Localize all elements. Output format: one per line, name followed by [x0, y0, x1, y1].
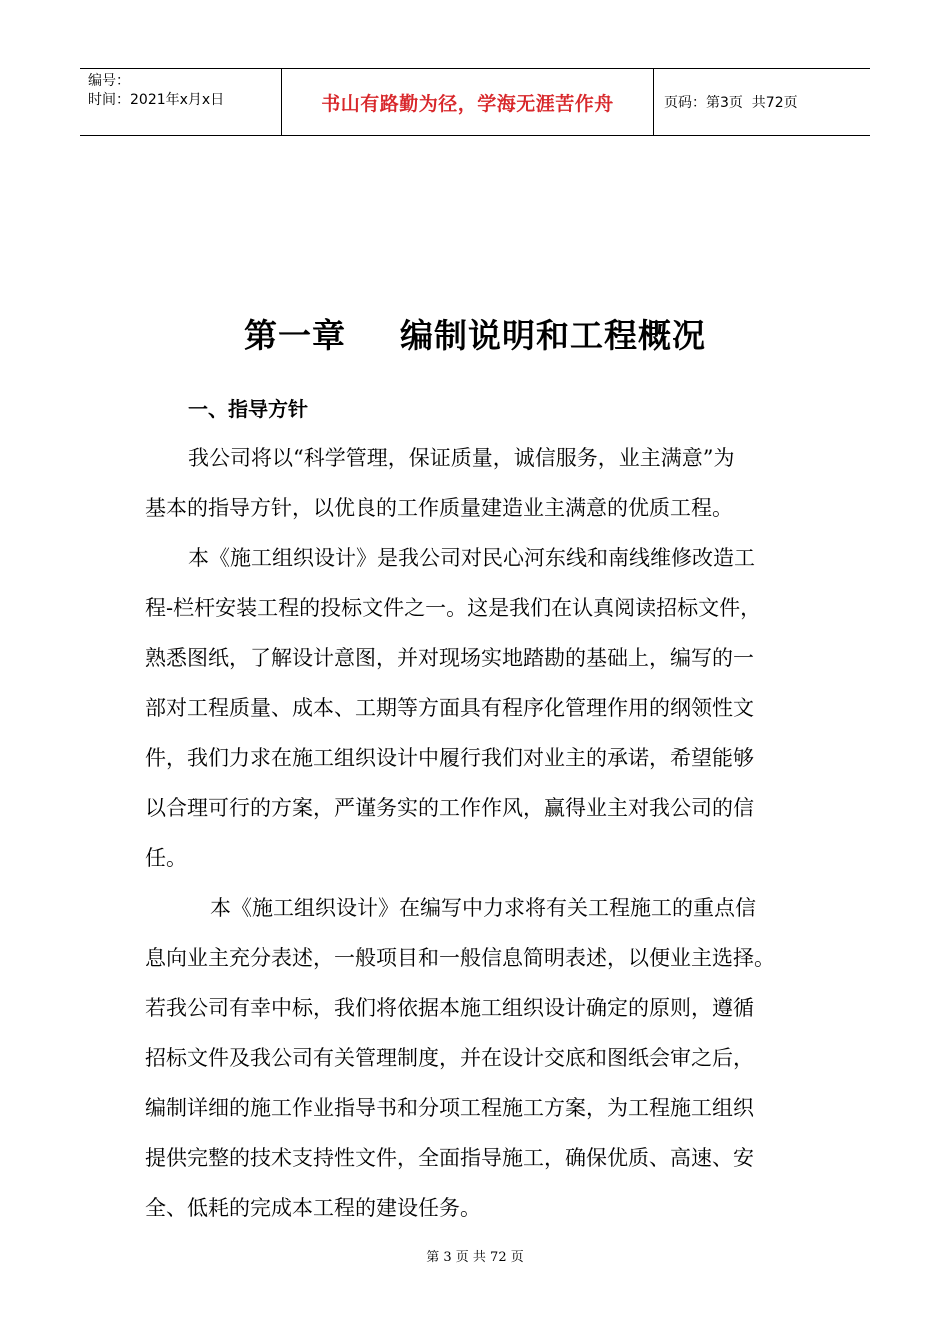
paragraph-2-line: 部对工程质量、成本、工期等方面具有程序化管理作用的纲领性文: [145, 696, 754, 720]
paragraph-3-line: 招标文件及我公司有关管理制度，并在设计交底和图纸会审之后，: [145, 1046, 754, 1070]
paragraph-1-line: 基本的指导方针，以优良的工作质量建造业主满意的优质工程。: [145, 496, 733, 520]
paragraph-2-line: 件，我们力求在施工组织设计中履行我们对业主的承诺，希望能够: [145, 746, 754, 770]
document-time-label: 时间：2021年x月x日: [88, 92, 225, 108]
paragraph-3-line: 全、低耗的完成本工程的建设任务。: [145, 1196, 481, 1220]
header-page-code: 页码：第3页 共72页: [664, 95, 798, 111]
header-motto: 书山有路勤为径，学海无涯苦作舟: [321, 92, 614, 115]
header-meta-cell: [80, 69, 282, 135]
header-page-code-cell: [654, 69, 870, 135]
paragraph-2-line: 以合理可行的方案，严谨务实的工作作风，赢得业主对我公司的信: [145, 796, 754, 820]
paragraph-1-line: 我公司将以“科学管理，保证质量，诚信服务，业主满意”为: [188, 446, 735, 470]
section-heading: 一、指导方针: [188, 397, 308, 421]
header-motto-cell: [282, 69, 654, 135]
chapter-title: [0, 310, 950, 357]
paragraph-2-line: 任。: [145, 846, 187, 870]
paragraph-2-line: 熟悉图纸，了解设计意图，并对现场实地踏勘的基础上，编写的一: [145, 646, 754, 670]
document-header: [80, 68, 870, 136]
paragraph-3-line: 息向业主充分表述，一般项目和一般信息简明表述，以便业主选择。: [145, 946, 775, 970]
page-footer: 第 3 页 共 72 页: [426, 1250, 524, 1265]
paragraph-2-line: 程-栏杆安装工程的投标文件之一。这是我们在认真阅读招标文件，: [145, 596, 762, 620]
chapter-number: 第一章: [244, 316, 346, 355]
document-number-label: 编号：: [88, 73, 130, 89]
paragraph-3-line: 若我公司有幸中标，我们将依据本施工组织设计确定的原则，遵循: [145, 996, 754, 1020]
paragraph-3-line: 本《施工组织设计》在编写中力求将有关工程施工的重点信: [210, 896, 756, 920]
paragraph-2-line: 本《施工组织设计》是我公司对民心河东线和南线维修改造工: [188, 546, 755, 570]
chapter-name: 编制说明和工程概况: [400, 316, 706, 355]
paragraph-3-line: 编制详细的施工作业指导书和分项工程施工方案，为工程施工组织: [145, 1096, 754, 1120]
paragraph-3-line: 提供完整的技术支持性文件，全面指导施工，确保优质、高速、安: [145, 1146, 754, 1170]
